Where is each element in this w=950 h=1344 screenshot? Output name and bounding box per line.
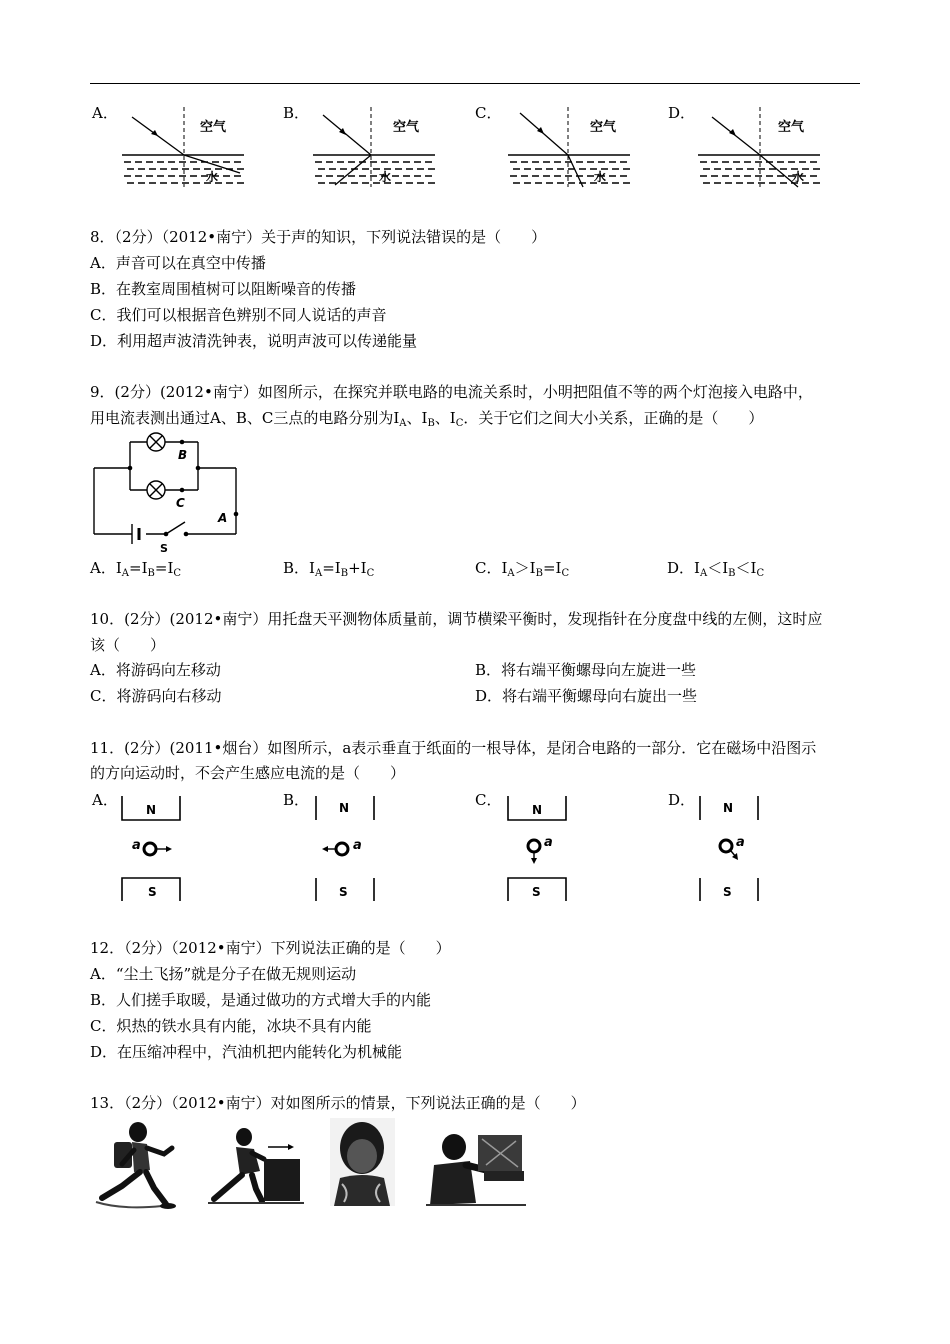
q7-c-air-label: 空气 xyxy=(590,120,617,135)
q9-point-b-label: B xyxy=(178,448,188,462)
q11-a-north-label: N xyxy=(146,803,157,817)
q7-b-water-label: 水 xyxy=(379,170,392,184)
q7-diagram-d xyxy=(698,105,823,190)
q7-option-c-label: C． xyxy=(475,104,502,122)
q11-c-north-label: N xyxy=(532,803,543,817)
q7-d-air-label: 空气 xyxy=(778,120,805,135)
q13-picture-running-boy xyxy=(92,1120,187,1210)
q11-c-south-label: S xyxy=(532,885,541,899)
q11-c-conductor-label: a xyxy=(544,835,553,850)
q7-option-b-label: B． xyxy=(283,104,310,122)
q12-option-a: A．“尘土飞扬”就是分子在做无规则运动 xyxy=(90,965,357,983)
q12-option-d: D．在压缩冲程中，汽油机把内能转化为机械能 xyxy=(90,1043,403,1061)
q8-option-a: A．声音可以在真空中传播 xyxy=(90,254,266,272)
q13-picture-worker xyxy=(426,1125,526,1207)
q11-d-south-label: S xyxy=(723,885,732,899)
q11-a-south-label: S xyxy=(148,885,157,899)
q11-diagram-b xyxy=(312,796,382,904)
q13-picture-pushing-box xyxy=(206,1125,306,1210)
q10-stem-line1: 10．(2分）(2012•南宁）用托盘天平测物体质量前，调节横梁平衡时，发现指针在分度盘中线的左侧，这时应 xyxy=(90,610,823,628)
q7-option-d-label: D． xyxy=(668,104,696,122)
q11-d-north-label: N xyxy=(723,801,734,815)
q9-stem-line2: 用电流表测出通过A、B、C三点的电路分别为$I_A$、$I_B$、$I_C$．关于它们之间大小关系，正确的是（ ） xyxy=(90,409,764,429)
q13-picture-face xyxy=(330,1118,395,1206)
q7-a-air-label: 空气 xyxy=(200,120,227,135)
q7-diagram-a xyxy=(122,105,247,190)
q11-stem-line1: 11．(2分）(2011•烟台）如图所示，a表示垂直于纸面的一根导体，是闭合电路的一部分．它在磁场中沿图示 xyxy=(90,739,817,757)
q11-b-south-label: S xyxy=(339,885,348,899)
q11-d-conductor-label: a xyxy=(736,835,745,850)
q11-option-b-label: B． xyxy=(283,791,310,809)
q11-b-north-label: N xyxy=(339,801,350,815)
q9-option-b: B．$I_A=I_B+I_C$ xyxy=(283,559,375,579)
q11-b-conductor-label: a xyxy=(353,838,362,853)
q11-diagram-a xyxy=(118,796,188,904)
q11-stem-line2: 的方向运动时，不会产生感应电流的是（ ） xyxy=(90,764,406,782)
header-rule xyxy=(90,83,860,84)
q12-option-c: C．炽热的铁水具有内能，冰块不具有内能 xyxy=(90,1017,372,1035)
q8-stem: 8．（2分）（2012•南宁）关于声的知识，下列说法错误的是（ ） xyxy=(90,228,547,246)
q9-option-c: C．$I_A>I_B=I_C$ xyxy=(475,559,570,579)
q11-diagram-c xyxy=(504,796,574,904)
q8-option-b: B．在教室周围植树可以阻断噪音的传播 xyxy=(90,280,357,298)
q10-option-a: A．将游码向左移动 xyxy=(90,661,221,679)
q9-point-c-label: C xyxy=(176,496,185,510)
q10-option-d: D．将右端平衡螺母向右旋出一些 xyxy=(475,687,698,705)
q9-point-a-label: A xyxy=(218,511,228,525)
q7-diagram-c xyxy=(508,105,633,190)
q9-option-a: A．$I_A=I_B=I_C$ xyxy=(90,559,182,579)
q8-option-d: D．利用超声波清洗钟表，说明声波可以传递能量 xyxy=(90,332,418,350)
q7-option-a-label: A． xyxy=(92,104,118,122)
q9-option-d: D．$I_A<I_B<I_C$ xyxy=(667,559,765,579)
q13-stem: 13．（2分）（2012•南宁）对如图所示的情景，下列说法正确的是（ ） xyxy=(90,1094,586,1112)
q7-c-water-label: 水 xyxy=(594,170,607,184)
q8-option-c: C．我们可以根据音色辨别不同人说话的声音 xyxy=(90,306,387,324)
q11-a-conductor-label: a xyxy=(132,838,141,853)
q11-option-d-label: D． xyxy=(668,791,696,809)
q9-stem-line1: 9．(2分）(2012•南宁）如图所示，在探究并联电路的电流关系时，小明把阻值不等的两个灯泡接入电路中， xyxy=(90,383,813,401)
q11-option-c-label: C． xyxy=(475,791,502,809)
q11-option-a-label: A． xyxy=(92,791,118,809)
q7-a-water-label: 水 xyxy=(206,170,219,184)
q7-b-air-label: 空气 xyxy=(393,120,420,135)
q9-circuit-diagram xyxy=(90,436,250,556)
q7-diagram-b xyxy=(313,105,438,190)
q12-option-b: B．人们搓手取暖，是通过做功的方式增大手的内能 xyxy=(90,991,432,1009)
q10-stem-line2: 该（ ） xyxy=(90,636,166,654)
q12-stem: 12．（2分）（2012•南宁）下列说法正确的是（ ） xyxy=(90,939,451,957)
q10-option-b: B．将右端平衡螺母向左旋进一些 xyxy=(475,661,697,679)
q7-d-water-label: 水 xyxy=(792,170,805,184)
q11-diagram-d xyxy=(696,796,766,904)
q10-option-c: C．将游码向右移动 xyxy=(90,687,222,705)
q9-switch-label: S xyxy=(160,542,168,555)
